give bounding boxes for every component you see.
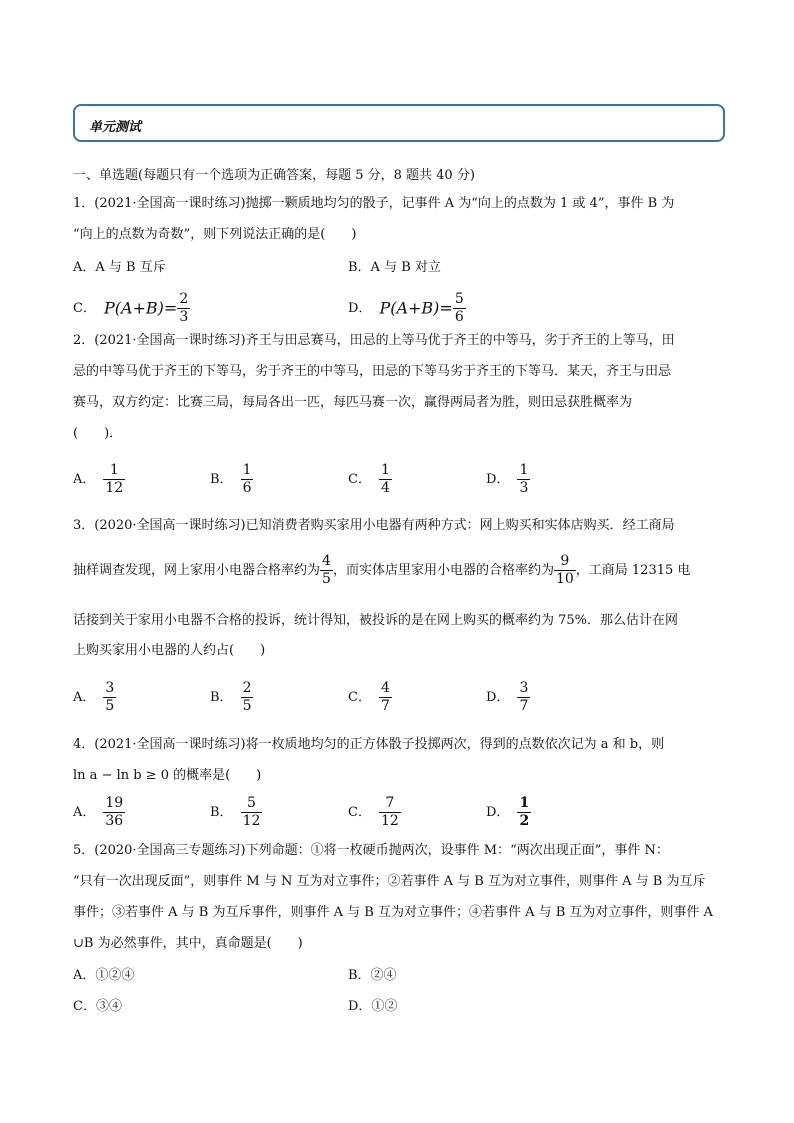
q4-option-c: [348, 795, 401, 830]
q2-b-fraction: [241, 462, 254, 497]
q1-option-b: B．A 与 B 对立: [348, 260, 441, 275]
q5-line4: ∪B 为必然事件，其中，真命题是( ): [73, 936, 303, 951]
q2-c-fraction: [379, 462, 392, 497]
q4-a-numerator: 19: [105, 795, 124, 811]
q2-a-denominator: 12: [105, 480, 124, 496]
q3-d-label: D．: [486, 689, 510, 705]
q5-line1: 5．(2020·全国高三专题练习)下列命题：①将一枚硬币抛两次，设事件 M：“两次出现正面”，事件 N：: [73, 843, 669, 858]
q2-option-c: [348, 462, 392, 497]
q4-c-denominator: 12: [380, 813, 399, 829]
q3-option-d: [486, 680, 530, 715]
q4-d-denominator: 2: [519, 813, 530, 829]
q2-line1: 2．(2021·全国高一课时练习)齐王与田忌赛马，田忌的上等马优于齐王的中等马，劣于齐王的上等马，田: [73, 333, 675, 348]
q1-d-numerator: 5: [454, 291, 464, 307]
q2-c-denominator: 4: [380, 480, 390, 496]
q4-option-d: [486, 795, 531, 830]
q3-c-label: C．: [348, 689, 371, 705]
q4-b-denominator: 12: [242, 813, 261, 829]
q5-option-c: C．③④: [73, 999, 122, 1014]
q3-f2-numerator: 9: [554, 553, 576, 571]
q1-c-denominator: 3: [179, 309, 189, 325]
q3-line4: 上购买家用小电器的人约占( ): [73, 643, 266, 658]
q3-f1-denominator: 5: [322, 571, 331, 587]
q2-line2: 忌的中等马优于齐王的下等马，劣于齐王的中等马，田忌的下等马劣于齐王的下等马．某天，齐王与田忌: [73, 364, 672, 379]
q1-line1: 1．(2021·全国高一课时练习)抛掷一颗质地均匀的骰子，记事件 A 为“向上的点数为 1 或 4”，事件 B 为: [73, 196, 675, 211]
q2-a-numerator: 1: [103, 462, 125, 480]
q4-line2: ln a − ln b ≥ 0 的概率是( ): [73, 768, 262, 783]
q2-c-label: C．: [348, 471, 371, 487]
q3-d-denominator: 7: [519, 698, 529, 714]
q3-option-b: [210, 680, 253, 715]
q3-c-fraction: [379, 680, 392, 715]
q3-line2-part2: ，而实体店里家用小电器的合格率约为: [332, 563, 554, 578]
q2-d-label: D．: [486, 471, 510, 487]
q3-line2: [73, 553, 690, 588]
q4-option-a: [73, 795, 125, 830]
q1-c-numerator: 2: [179, 291, 189, 307]
q5-line2: “只有一次出现反面”，则事件 M 与 N 互为对立事件；②若事件 A 与 B 互为对立事件，则事件 A 与 B 为互斥: [73, 874, 706, 889]
q5-option-a: A．①②④: [73, 968, 135, 983]
unit-test-header: [73, 104, 725, 142]
q1-option-d-expr: P(A+B)=: [379, 298, 453, 318]
q2-c-numerator: 1: [380, 462, 390, 478]
q3-line3: 话接到关于家用小电器不合格的投诉，统计得知，被投诉的是在网上购买的概率约为 75%．那么估计在网: [73, 613, 679, 628]
q3-fraction-online: [320, 553, 333, 588]
q1-option-c-expr: P(A+B)=: [103, 298, 178, 318]
q3-line2-part1: 抽样调查发现，网上家用小电器合格率约为: [73, 563, 321, 578]
q1-option-d-fraction: [453, 291, 466, 326]
q4-a-denominator: 36: [105, 813, 124, 829]
q4-a-label: A．: [73, 804, 96, 820]
q3-c-denominator: 7: [380, 698, 390, 714]
q3-a-label: A．: [73, 689, 96, 705]
q1-line2: “向上的点数为奇数”，则下列说法正确的是( ): [73, 227, 357, 242]
q3-f2-denominator: 10: [555, 571, 574, 587]
q3-line1: 3．(2020·全国高一课时练习)已知消费者购买家用小电器有两种方式：网上购买和实体店购买．经工商局: [73, 518, 675, 533]
q3-option-a: [73, 680, 116, 715]
q3-line2-part3: ，工商局 12315 电: [575, 563, 691, 578]
q2-d-denominator: 3: [519, 480, 529, 496]
q3-a-fraction: [103, 680, 116, 715]
section-title: 一、单选题(每题只有一个选项为正确答案，每题 5 分，8 题共 40 分): [73, 168, 475, 183]
q1-option-d: [348, 291, 466, 326]
q3-b-numerator: 2: [242, 680, 252, 696]
q4-a-fraction: [103, 795, 125, 830]
q2-b-label: B．: [210, 471, 233, 487]
q1-option-d-label: D．: [348, 300, 372, 316]
q4-b-label: B．: [210, 804, 233, 820]
q5-option-b: B．②④: [348, 968, 397, 983]
q2-d-numerator: 1: [519, 462, 529, 478]
q1-d-denominator: 6: [454, 309, 464, 325]
q4-c-label: C．: [348, 804, 371, 820]
header-title: 单元测试: [89, 120, 142, 135]
q3-d-fraction: [517, 680, 530, 715]
q1-option-c: [73, 291, 190, 326]
q4-b-numerator: 5: [241, 795, 263, 813]
q3-c-numerator: 4: [380, 680, 390, 696]
q3-option-c: [348, 680, 392, 715]
q4-d-fraction: [517, 795, 531, 830]
q4-line1: 4．(2021·全国高一课时练习)将一枚质地均匀的正方体骰子投掷两次，得到的点数依次记为 a 和 b，则: [73, 737, 665, 752]
q1-option-c-fraction: [177, 291, 190, 326]
q2-option-b: [210, 462, 253, 497]
q2-option-d: [486, 462, 530, 497]
q2-b-denominator: 6: [242, 480, 252, 496]
q1-option-c-label: C．: [73, 300, 96, 316]
q2-d-fraction: [517, 462, 530, 497]
q3-fraction-store: [554, 553, 576, 588]
q2-line4: ( )．: [73, 426, 123, 441]
q4-option-b: [210, 795, 262, 830]
q4-c-numerator: 7: [379, 795, 401, 813]
q2-a-fraction: [103, 462, 125, 497]
q4-b-fraction: [241, 795, 263, 830]
q4-d-numerator: 1: [519, 795, 530, 811]
q2-b-numerator: 1: [242, 462, 252, 478]
q3-a-denominator: 5: [105, 698, 115, 714]
q2-option-a: [73, 462, 125, 497]
q5-option-d: D．①②: [348, 999, 398, 1014]
q2-line3: 赛马，双方约定：比赛三局，每局各出一匹，每匹马赛一次，赢得两局者为胜，则田忌获胜概率为: [73, 395, 633, 410]
q3-b-fraction: [241, 680, 254, 715]
q2-a-label: A．: [73, 471, 96, 487]
q3-a-numerator: 3: [105, 680, 115, 696]
q4-d-label: D．: [486, 804, 510, 820]
q5-line3: 事件；③若事件 A 与 B 为互斥事件，则事件 A 与 B 互为对立事件；④若事件 A 与 B 互为对立事件，则事件 A: [73, 905, 713, 920]
q3-b-label: B．: [210, 689, 233, 705]
q4-c-fraction: [379, 795, 401, 830]
q3-d-numerator: 3: [519, 680, 529, 696]
q1-option-a: A．A 与 B 互斥: [73, 260, 166, 275]
q3-b-denominator: 5: [242, 698, 252, 714]
q3-f1-numerator: 4: [322, 553, 331, 569]
